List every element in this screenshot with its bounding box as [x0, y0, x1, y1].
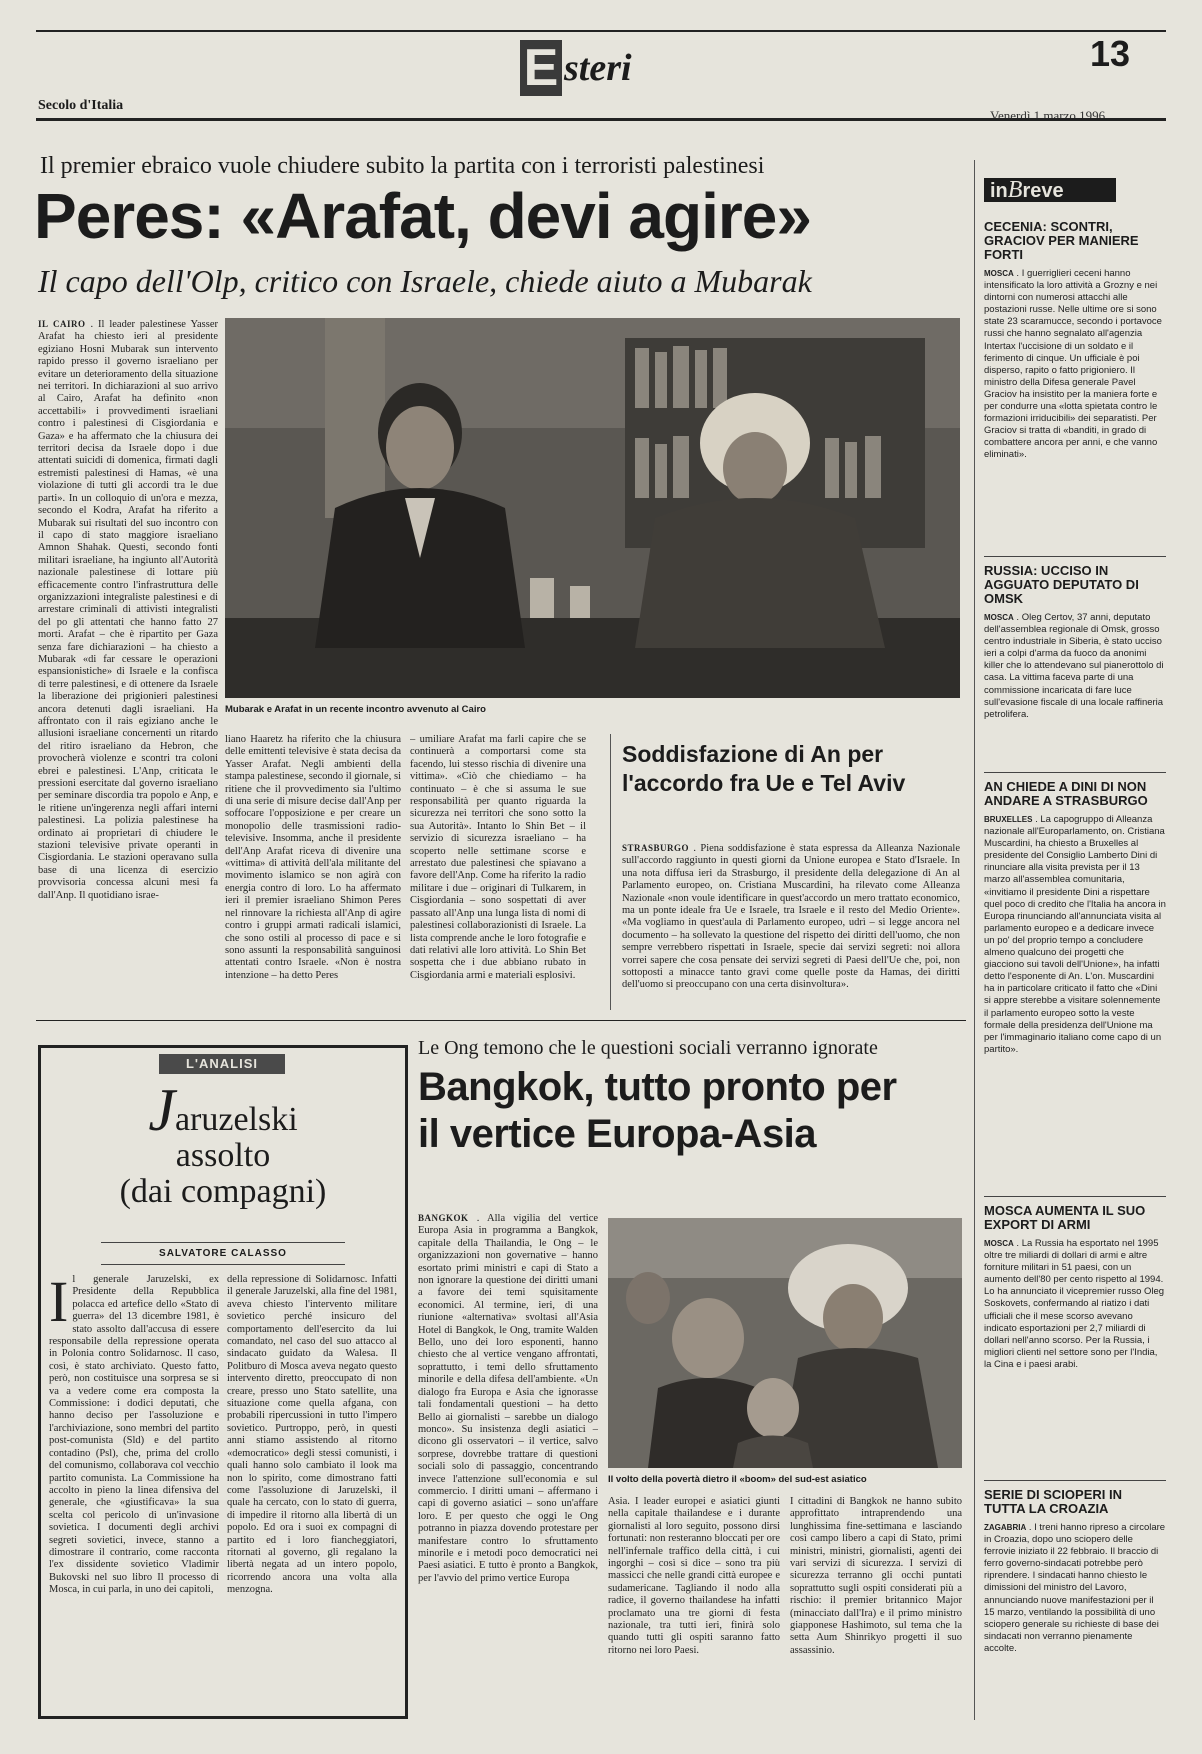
analisi-col1-text: l generale Jaruzelski, ex Presidente della Repubblica polacca ed artefice dello «Stato di guerra» del 13 dicembre 1981, è stato assolto dall'accusa di essere responsabile della repressione operata in Polonia contro Solidarnosc. Il caso, così, è stato archiviato. Questo fatto, però, non costituisce una sorpresa se si va a vedere come era composta la Commissione: i dodici deputati, che hanno deciso per l'assoluzione e l'archiviazione, sono membri del partito post-comunista (Sld) e del partito contadino (Psl), che, prima del crollo del comunismo, collaborava col vecchio partito comunista. La Commissione ha accolto in pieno la linea difensiva del generale, che «giustificava» la sua scelta col pericolo di un'invasione sovietica. I documenti degli archivi segreti sovietici, invece, stanno a dimostrare il contrario, come racconta l'ex dissidente sovietico Vladimir Bukovski nel suo libro Il processo di Mosca, in cui parla, in uno dei capitoli,	[49, 1274, 219, 1596]
analisi-title-initial: J	[148, 1077, 175, 1143]
section-title	[520, 40, 680, 96]
brief-divider	[984, 1480, 1166, 1481]
an-dateline: STRASBURGO	[622, 843, 690, 853]
brief-text: La Russia ha esportato nel 1995 oltre tre miliardi di dollari di armi e altre forniture militari in 51 paesi, con un aumento dell'80 per cento rispetto al 1994. Lo ha annunciato il vicepremier russo Oleg Soskovets, confermando al riatizo i dati ufficiali che il mese scorso avevano indicato esportazioni per 2,7 miliardi di dollari nell'anno scorso. Per la Russia, i migliori clienti nel settore sono per l'India, la Cina e i paesi arabi.	[984, 1238, 1165, 1370]
an-body: STRASBURGO . Piena soddisfazione è stata espressa da Alleanza Nazionale sull'accordo raggiunto in questi giorni da Unione europea e Stato d'Israele. In una nota diffusa ieri da Strasburgo, il presidente della delegazione di An al Parlamento europeo, on. Cristiana Muscardini, ha rilevato come Alleanza Nazionale «non voule identificare in quest'accordo un mero trattato economico, ma un ponte ideale fra Ue e Israele, tra Israele e il resto del Medio Oriente». «Ma vogliamo in quest'aula di Parlamento europeo, udrì – si legge ancora nel documento – ha sollevato la questione del rispetto dei diritti dell'uomo, che non sempre verrebbero rispettati in Israele, specie dai servizi segreti: noi allora vorrei sapere che cosa pensate dei servizi segreti di Paesi dell'Ue che, poi, non sottoposti a minacce tanto gravi come quelle poste da Hamas, dei diritti dell'uomo si preoccupano con una certa disinvoltura».	[622, 843, 960, 991]
brief-title: MOSCA AUMENTA IL SUO EXPORT DI ARMI	[984, 1204, 1146, 1232]
brief-item	[984, 564, 1166, 764]
bangkok-photo	[608, 1218, 962, 1468]
bangkok-col1-text: Alla vigilia del vertice Europa Asia in programma a Bangkok, capitale della Thailandia, le Ong – le organizzazioni non governative – hanno esortato primi ministri e capi di Stato a non ignorare la questione dei diritti umani a favore dei temi squisitamente economici. Al termine, ieri, di una riunione «alternativa» svoltasi all'Asia Hotel di Bangkok, le Ong, tramite Walden Bello, uno dei loro esponenti, hanno chiesto che al vertice vengano affrontati, soprattutto, i temi dello sfruttamento minorile e della difesa dell'ambiente. «Un dialogo fra Europa e Asia che ignorasse tali fondamentali questioni – ha detto Bello ai giornalisti – sarebbe un dialogo monco». Su insistenza degli asiatici – dicono gli osservatori – il vertice, salvo sorprese, dovrebbe trattare di questioni sociali solo di passaggio, concentrando invece l'attenzione sull'economia e sul commercio. I diritti umani – affermano i capi di governo asiatici – sono un'affare loro. E per questo che oggi le Ong potranno in piazza dovendo protestare per manifestare contro lo sfruttamento minorile e i metodi poco democratici nei Paesi asiatici. E tutto è pronto a Bangkok, per l'avvio del primo vertice Europa	[418, 1213, 598, 1584]
brief-dateline: ZAGABRIA	[984, 1523, 1027, 1532]
brief-body: MOSCA . La Russia ha esportato nel 1995 oltre tre miliardi di dollari di armi e altre forniture militari in 51 paesi, con un aumento dell'80 per cento rispetto al 1994. Lo ha annunciato il vicepremier russo Oleg Soskovets, confermando al riatizo i dati ufficiali che il mese scorso avevano indicato esportazioni per 2,7 miliardi di dollari nell'anno scorso. Per la Russia, i migliori clienti nel settore sono per l'India, la Cina e i paesi arabi.	[984, 1238, 1165, 1370]
brief-body: MOSCA . I guerriglieri ceceni hanno intensificato la loro attività a Grozny e nei dintorni con numerosi attacchi alle postazioni russe. Nelle ultime ore si sono state 23 scaramucce, secondo i portavoce russi che hanno segnalato all'agenzia Intertax l'uccisione di un soldato e il ferimento di cinque. Un ufficiale è poi disperso, rapito o fatto prigioniero. Il ministro della Difesa generale Pavel Graciov ha insistito per la maniera forte e per condurre una «lotta spietata contro le formazioni irriducibili» dei separatisti. Per Graciov si tratta di «banditi, in grado di combattere ancora per anni, e che vanno eliminati».	[984, 268, 1162, 461]
main-column-1: IL CAIRO . Il leader palestinese Yasser Arafat ha chiesto ieri al presidente egiziano Hosni Mubarak sun intervento rapido presso il governo israeliano per evitare un deterioramento della situazione nei territori. In dichiarazioni al suo arrivo al Cairo, Arafat ha definito «non accettabili» i provvedimenti israeliani contro i palestinesi di Cisgiordania e Gaza» e ha affermato che la chiusura dei territori decisa da Israele dopo i due attentati suicidi di domenica, firmati dagli estremisti palestinesi di Hamas, «è una violazione di tutti gli accordi tra le due parti». In un colloquio di un'ora e mezza, secondo el Kodra, Arafat ha riferito a Mubarak sui risultati del suo incontro con il capo di stato maggiore israeliano Amnon Shahak. Questi, secondo fonti militari israeliane, ha ingiunto all'Autorità nazionale palestinese di lottare più efficacemente contro l'infrastruttura delle organizzazioni integraliste palestinesi e di arrestare criminali di attivisti integralisti del po gli attentati che hanno fatto 27 morti. Arafat – che è ripartito per Gaza senza fare dichiarazioni – ha chiesto a Mubarak «di far cessare le operazioni espansionistiche» di Israele e la confisca di terre palestinesi, e di ottenere da Israele la liberazione dei prigionieri palestinesi ancora detenuti dagli israeliani. Ha affrontato con il rais egiziano anche le allusioni israeliane concernenti un ritardo del ritiro israeliano da Hebron, che provocherà violenze e scontri tra coloni ebrei e palestinesi. L'Anp, criticata le pressioni esercitate dal governo israeliano per seminare discordia tra popolo e Anp, e le ritiene un'ingerenza negli affari interni palestinesi. La polizia palestinese ha ordinato ai proprietari di chiudere le stazioni televisive private operanti in Cisgiordania. Le stazioni operavano sulla base di una licenza di esercizio provvisoria concessa alcuni mesi fa dall'Anp. Il quotidiano israe-	[38, 319, 218, 901]
brief-dateline: MOSCA	[984, 1239, 1014, 1248]
masthead: Secolo d'Italia	[38, 98, 124, 113]
analisi-byline-rule	[101, 1242, 345, 1243]
inbreve-label	[984, 178, 1116, 202]
main-photo-caption: Mubarak e Arafat in un recente incontro avvenuto al Cairo	[225, 704, 486, 715]
brief-text: I guerriglieri ceceni hanno intensificato la loro attività a Grozny e nei dintorni con numerosi attacchi alle postazioni russe. Nelle ultime ore si sono state 23 scaramucce, secondo i portavoce russi che hanno segnalato all'agenzia Intertax l'uccisione di un soldato e il ferimento di cinque. Un ufficiale è poi disperso, rapito o fatto prigioniero. Il ministro della Difesa generale Pavel Graciov ha insistito per la maniera forte e per condurre una «lotta spietata contro le formazioni irriducibili» dei separatisti. Per Graciov si tratta di «banditi, in grado di combattere ancora per anni, e che vanno eliminati».	[984, 268, 1162, 461]
bangkok-col2-text: Asia. I leader europei e asiatici giunti nella capitale thailandese e i durante giornalisti al loro seguito, possono dirsi fortunati: non resteranno bloccati per ore nell'infernale traffico della città, i cui ingorghi – così si dice – sono tra più massicci che nelle grandi città europee e sudamericane. Tagliando il nodo alla radice, il governo thailandese ha infatti proclamato una tre giorni di festa nazionale, tra tutti ieri, finirà solo quando tutti gli ospiti saranno fatto ritorno nei loro Paesi.	[608, 1496, 780, 1656]
main-col1-text: Il leader palestinese Yasser Arafat ha chiesto ieri al presidente egiziano Hosni Mubarak sun intervento rapido presso il governo israeliano per evitare un deterioramento della situazione nei territori. In dichiarazioni al suo arrivo al Cairo, Arafat ha definito «non accettabili» i provvedimenti israeliani contro i palestinesi di Cisgiordania e Gaza» e ha affermato che la chiusura dei territori decisa da Israele dopo i due attentati suicidi di domenica, firmati dagli estremisti palestinesi di Hamas, «è una violazione di tutti gli accordi tra le due parti». In un colloquio di un'ora e mezza, secondo el Kodra, Arafat ha riferito a Mubarak sui risultati del suo incontro con il capo di stato maggiore israeliano Amnon Shahak. Questi, secondo fonti militari israeliane, ha ingiunto all'Autorità nazionale palestinese di lottare più efficacemente contro l'infrastruttura delle organizzazioni integraliste palestinesi e di arrestare criminali di attivisti integralisti del po gli attentati che hanno fatto 27 morti. Arafat – che è ripartito per Gaza senza fare dichiarazioni – ha chiesto a Mubarak «di far cessare le operazioni espansionistiche» di Israele e la confisca di terre palestinesi, e di ottenere da Israele la liberazione dei prigionieri palestinesi ancora detenuti dagli israeliani. Ha affrontato con il rais egiziano anche le allusioni israeliane concernenti un ritardo del ritiro israeliano da Hebron, che provocherà violenze e scontri tra coloni ebrei e palestinesi. L'Anp, criticata le pressioni esercitate dal governo israeliano per seminare discordia tra popolo e Anp, e le ritiene un'ingerenza negli affari interni palestinesi. La polizia palestinese ha ordinato ai proprietari di chiudere le stazioni televisive private operanti in Cisgiordania. Le stazioni operavano sulla base di una licenza di esercizio provvisoria concessa alcuni mesi fa dall'Anp. Il quotidiano israe-	[38, 319, 218, 901]
analisi-title	[51, 1077, 395, 1210]
brief-text: I treni hanno ripreso a circolare in Croazia, dopo uno sciopero delle ferrovie iniziato il 22 febbraio. Il braccio di ferro governo-sindacati potrebbe però riprendere. I sindacati hanno chiesto le dimissioni del ministro del Lavoro, annunciando nuove manifestazioni per il 15 marzo, ventilando la possibilità di uno sciopero generale su richieste di base dei sindacati non verranno pienamente accolte.	[984, 1522, 1166, 1654]
brief-body: MOSCA . Oleg Certov, 37 anni, deputato dell'assemblea regionale di Omsk, grosso centro industriale in Siberia, è stato ucciso ieri a colpi d'arma da fuoco da anonimi killer che lo attendevano sul pianerottolo di casa. La vittima faceva parte di una commissione incaricata di fare luce sull'evasione fiscale di una locale raffineria petrolifera.	[984, 612, 1164, 720]
main-col3-text: – umiliare Arafat ma farli capire che se continuerà a comportarsi come sta facendo, lui stesso rischia di divenire una vittima». «Ciò che chiediamo – ha continuato – è che si assuma le sue responsabilità per quanto riguarda la sicurezza nei territori che sono sotto la sua Autorità». Intanto lo Shin Bet – il servizio di sicurezza israeliano – ha scoperto nelle settimane scorse e arrestato due palestinesi che spiavano a favore dell'Anp. Come ha riferito la radio militare i due – originari di Tulkarem, in Cisgiordania – sono sospettati di aver passato all'Anp una lunga lista di nomi di palestinesi collaborazionisti di Israele. La lista comprende anche le loro fotografie e dati relativi alle loro attività. Lo Shin Bet sospetta che i due abbiano rubato in Cisgiordania armi e materiali esplosivi.	[410, 734, 586, 981]
main-column-3	[410, 734, 586, 1008]
brief-divider	[984, 556, 1166, 557]
photo-illustration	[225, 318, 960, 698]
bangkok-kicker: Le Ong temono che le questioni sociali verranno ignorate	[418, 1037, 878, 1059]
page-number: 13	[1090, 33, 1131, 74]
brief-title: SERIE DI SCIOPERI IN TUTTA LA CROAZIA	[984, 1488, 1122, 1516]
main-kicker: Il premier ebraico vuole chiudere subito la partita con i terroristi palestinesi	[40, 153, 765, 179]
bangkok-headline: Bangkok, tutto pronto per il vertice Europa-Asia	[418, 1065, 897, 1156]
brief-item	[984, 1488, 1166, 1716]
bangkok-column-1: BANGKOK . Alla vigilia del vertice Europa Asia in programma a Bangkok, capitale della Thailandia, le Ong – le organizzazioni non governative – hanno esortato primi ministri e capi di Stato a non ignorare la questione dei diritti umani a favore dei temi squisitamente economici. Al termine, ieri, di una riunione «alternativa» svoltasi all'Asia Hotel di Bangkok, le Ong, tramite Walden Bello, uno dei loro esponenti, hanno chiesto che al vertice vengano affrontati, soprattutto, i temi dello sfruttamento minorile e della difesa dell'ambiente. «Un dialogo fra Europa e Asia che ignorasse tali fondamentali questioni – ha detto Bello ai giornalisti – sarebbe un dialogo monco». Su insistenza degli asiatici – dicono gli osservatori – il vertice, salvo sorprese, dovrebbe trattare di questioni sociali solo di passaggio, concentrando invece l'attenzione sull'economia e sul commercio. I diritti umani – affermano i capi di governo asiatici – sono un'affare loro. E per questo che oggi le Ong potranno in piazza dovendo protestare per manifestare contro lo sfruttamento minorile e i metodi poco democratici nei Paesi asiatici. E tutto è pronto a Bangkok, per l'avvio del primo vertice Europa	[418, 1213, 598, 1584]
an-headline: Soddisfazione di An per l'accordo fra Ue e Tel Aviv	[622, 741, 906, 796]
brief-text: Oleg Certov, 37 anni, deputato dell'assemblea regionale di Omsk, grosso centro industriale in Siberia, è stato ucciso ieri a colpi d'arma da fuoco da anonimi killer che lo attendevano sul pianerottolo di casa. La vittima faceva parte di una commissione incaricata di fare luce sull'evasione fiscale di una locale raffineria petrolifera.	[984, 612, 1164, 720]
analisi-dropcap: I	[49, 1274, 69, 1334]
brief-title: AN CHIEDE A DINI DI NON ANDARE A STRASBURGO	[984, 780, 1148, 808]
sidebar-rule	[974, 160, 975, 1720]
section-rest: steri	[564, 47, 632, 89]
mubarak-arafat-photo	[225, 318, 960, 698]
bangkok-photo-caption: Il volto della povertà dietro il «boom» del sud-est asiatico	[608, 1474, 867, 1485]
brief-title: CECENIA: SCONTRI, GRACIOV PER MANIERE FORTI	[984, 220, 1139, 262]
main-column-2	[225, 734, 401, 1008]
header-rule	[36, 118, 1166, 121]
analisi-box	[38, 1045, 408, 1719]
analisi-col2-text: della repressione di Solidarnosc. Infatti il generale Jaruzelski, alla fine del 1981, aveva chiesto l'intervento militare sovietico perché insicuro del comportamento dell'esercito da lui comandato, nel caso del suo attacco al sindacato guidato da Walesa. Il Politburo di Mosca aveva negato questo intervento diretto, preoccupato di non creare, presso uno Stato satellite, una situazione come quella afgana, con probabili ripercussioni in tutto l'impero sovietico. Purtroppo, però, in questi anni stiamo assistendo al ritorno «democratico» degli stessi comunisti, i quali hanno solo cambiato il look ma non lo spirito, come dimostrano fatti come l'assoluzione di Jaruzelski, il quale ha cercato, con lo stato di guerra, di impedire il ritorno alla libertà di un popolo. Ed ora i suoi ex compagni di partito ed i loro fiancheggiatori, ritornati al governo, gli regalano la libertà negata ad un intero popolo, ricorrendo ancora una volta alla menzogna.	[227, 1274, 397, 1596]
analisi-title-line3: (dai compagni)	[119, 1173, 327, 1210]
bangkok-column-2	[608, 1496, 780, 1712]
an-left-rule	[610, 734, 611, 1010]
brief-item	[984, 1204, 1166, 1476]
fold-rule	[36, 1020, 966, 1021]
brief-dateline: MOSCA	[984, 269, 1014, 278]
analisi-label: L'ANALISI	[159, 1054, 285, 1074]
main-dateline: IL CAIRO	[38, 319, 86, 329]
brief-text: La capogruppo di Alleanza nazionale all'Europarlamento, on. Cristiana Muscardini, ha chiesto a Bruxelles al presidente del Consiglio Lamberto Dini di rinunciare alla visita prevista per il 13 marzo all'assemblea comunitaria, «invitiamo il presidente Dini a rispettare quel poco di credito che l'Italia ha ancora in Europa rinunciando all'annunciata visita al parlamento europeo e a dedicare invece un po' del proprio tempo a concludere almeno qualcuno dei progetti che giacciono sui tavoli dell'Unione», ha infatti detto l'esponente di An. L'on. Muscardini ha in particolare criticato il fatto che «Dini si appre sterebbe a visitare solennemente il parlamento europeo sotto la veste formale della presidenza dell'Unione ma per l'immaginario italiano come capo di un partito».	[984, 814, 1166, 1055]
bangkok-dateline: BANGKOK	[418, 1213, 469, 1223]
issue-date: Venerdì 1 marzo 1996	[990, 108, 1106, 123]
brief-dateline: BRUXELLES	[984, 815, 1033, 824]
brief-item	[984, 220, 1166, 542]
brief-body: BRUXELLES . La capogruppo di Alleanza nazionale all'Europarlamento, on. Cristiana Muscardini, ha chiesto a Bruxelles al presidente del Consiglio Lamberto Dini di rinunciare alla visita prevista per il 13 marzo all'assemblea comunitaria, «invitiamo il presidente Dini a rispettare quel poco di credito che l'Italia ha ancora in Europa rinunciando all'annunciata visita al parlamento europeo e a dedicare invece un po' del proprio tempo a concludere almeno qualcuno dei progetti che giacciono sui tavoli dell'Unione», ha infatti detto l'esponente di An. L'on. Muscardini ha in particolare criticato il fatto che «Dini si appre sterebbe a visitare solennemente il parlamento europeo sotto la veste formale della presidenza dell'Unione ma per l'immaginario italiano come capo di un partito».	[984, 814, 1166, 1055]
analisi-byline: SALVATORE CALASSO	[159, 1248, 287, 1259]
analisi-column-1	[49, 1274, 219, 1704]
top-rule	[36, 30, 1166, 32]
bangkok-photo-illustration	[608, 1218, 962, 1468]
inbreve-b: B	[1007, 177, 1023, 203]
brief-divider	[984, 1196, 1166, 1197]
analisi-byline-rule-bottom	[101, 1264, 345, 1265]
main-headline: Peres: «Arafat, devi agire»	[34, 180, 811, 252]
main-col2-text: liano Haaretz ha riferito che la chiusura delle emittenti televisive è stata decisa da Yasser Arafat. Negli ambienti della stampa palestinese, secondo il giornale, si ritiene che il provvedimento sia l'ultimo di una serie di misure decise dall'Anp per soffocare l'opposizione e per creare un monopolio delle trasmissioni radio-televisive. Insomma, anche il presidente dell'Anp Arafat riceva di divenire una «vittima» di attività dell'ala militante del movimento islamico se non agirà con energia contro di loro. Lo ha affermato ieri il premier israeliano Shimon Peres nel rinnovare la richiesta all'Anp di agire contro i gruppi armati radicali islamici, che sono ostili al processo di pace e si sono assunti la responsabilità sanguinosi attentati contro Israele. «Non è nostra intenzione – ha detto Peres	[225, 734, 401, 981]
analisi-title-rest: aruzelski	[174, 1101, 298, 1138]
bangkok-col3-text: I cittadini di Bangkok ne hanno subito approfittato intraprendendo una lunghissima fine-settimana e lasciando così campo libero a capi di Stato, primi ministri, ministri, giornalisti, agenti dei vari servizi di sicurezza. I servizi di sicurezza terranno gli occhi puntati soprattutto sugli ospiti considerati più a rischio: il premier britannico Major (minacciato dall'Ira) e il primo ministro giapponese Hashimoto, sul tema che la setta Aum Shinrikyo progetti il suo assassinio.	[790, 1496, 962, 1656]
analisi-title-line2: assolto	[175, 1137, 271, 1174]
brief-body: ZAGABRIA . I treni hanno ripreso a circolare in Croazia, dopo uno sciopero delle ferrovie iniziato il 22 febbraio. Il braccio di ferro governo-sindacati potrebbe però riprendere. I sindacati hanno chiesto le dimissioni del ministro del Lavoro, annunciando nuove manifestazioni per il 15 marzo, ventilando la possibilità di uno sciopero generale su richieste di base dei sindacati non verranno pienamente accolte.	[984, 1522, 1166, 1654]
an-text: Piena soddisfazione è stata espressa da Alleanza Nazionale sull'accordo raggiunto in questi giorni da Unione europea e Stato d'Israele. In una nota diffusa ieri da Strasburgo, il presidente della delegazione di An al Parlamento europeo, on. Cristiana Muscardini, ha rilevato come Alleanza Nazionale «non voule identificare in quest'accordo un mero trattato economico, ma un ponte ideale fra Ue e Israele, tra Israele e il resto del Medio Oriente». «Ma vogliamo in quest'aula di Parlamento europeo, udrì – si legge ancora nel documento – ha sollevato la questione del rispetto dei diritti dell'uomo, che non sempre verrebbero rispettati in Israele, specie dai servizi segreti: noi allora vorrei sapere che cosa pensate dei servizi segreti di Paesi dell'Ue che, poi, non sottoposti a minacce tanto gravi come quelle poste da Hamas, dei diritti dell'uomo si preoccupano con una certa disinvoltura».	[622, 843, 960, 991]
brief-title: RUSSIA: UCCISO IN AGGUATO DEPUTATO DI OMSK	[984, 564, 1139, 606]
brief-dateline: MOSCA	[984, 613, 1014, 622]
inbreve-in: in	[990, 180, 1008, 202]
brief-divider	[984, 772, 1166, 773]
bangkok-column-3	[790, 1496, 962, 1712]
section-initial: E	[520, 40, 562, 96]
analisi-column-2	[227, 1274, 397, 1704]
brief-item	[984, 780, 1166, 1190]
main-subhead: Il capo dell'Olp, critico con Israele, chiede aiuto a Mubarak	[38, 263, 812, 299]
inbreve-rest: reve	[1022, 180, 1064, 202]
